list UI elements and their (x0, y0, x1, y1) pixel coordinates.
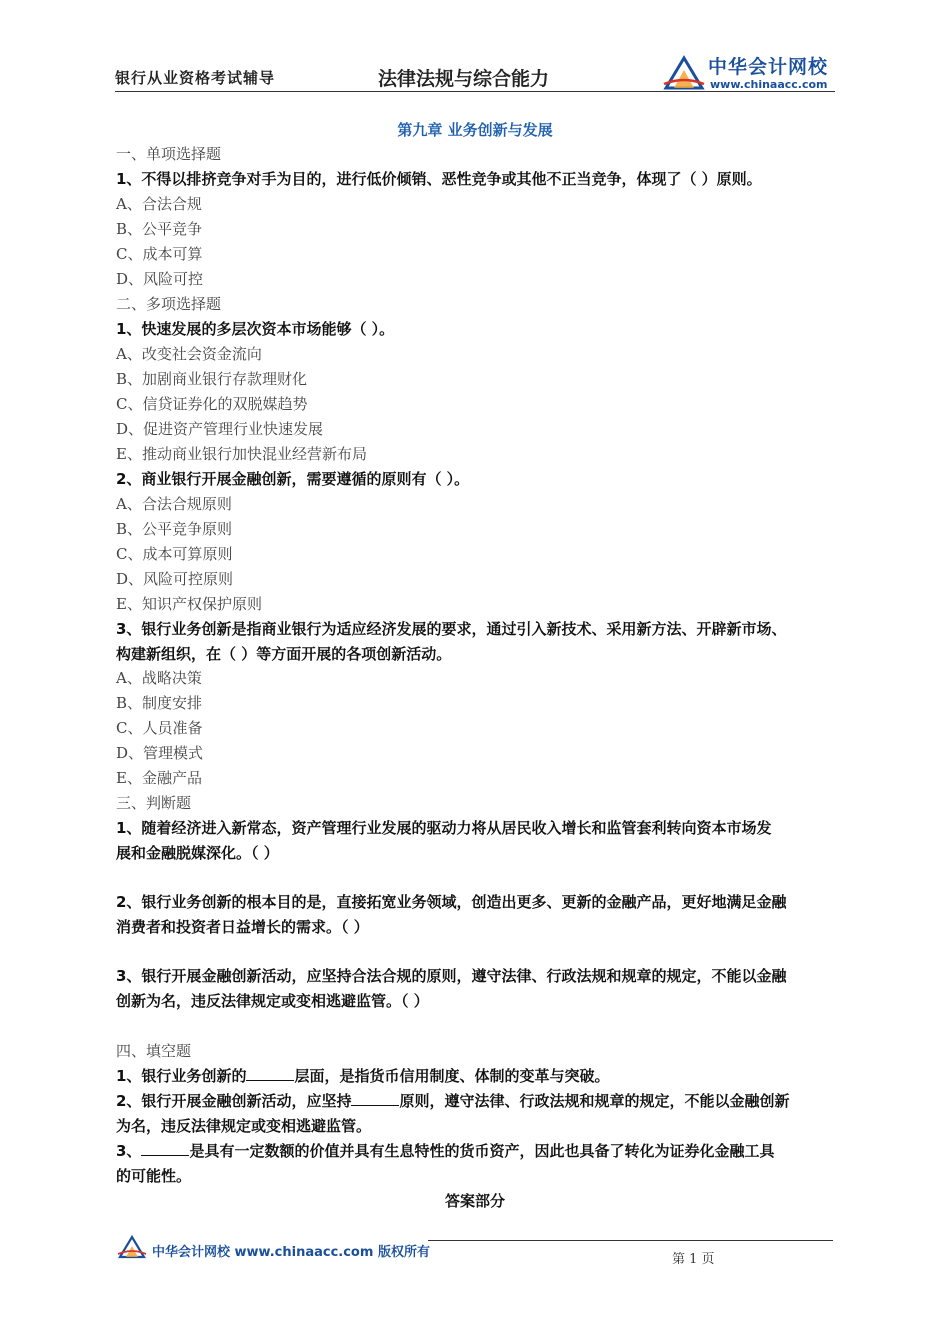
option-item: E、推动商业银行加快混业经营新布局 (116, 445, 367, 463)
option-item: B、制度安排 (116, 694, 203, 712)
answer-section-heading: 答案部分 (444, 1192, 505, 1210)
question-text: 1、不得以排挤竞争对手为目的，进行低价倾销、恶性竞争或其他不正当竞争，体现了（ ）原则。 (116, 170, 762, 188)
section-heading: 三、判断题 (116, 794, 192, 812)
fill-question-3 (116, 1139, 774, 1164)
question-text: 创新为名，违反法律规定或变相逃避监管。（ ） (116, 992, 429, 1010)
question-text: 构建新组织，在（ ）等方面开展的各项创新活动。 (116, 645, 452, 663)
answer-blank (246, 1066, 294, 1081)
question-text: 2、商业银行开展金融创新，需要遵循的原则有（ ）。 (116, 470, 470, 488)
option-item: A、改变社会资金流向 (116, 345, 262, 363)
logo-brand-name: 中华会计网校 (708, 56, 829, 78)
option-item: D、促进资产管理行业快速发展 (116, 420, 324, 438)
question-text: 1、随着经济进入新常态，资产管理行业发展的驱动力将从居民收入增长和监管套利转向资本市场发 (116, 819, 772, 837)
option-item: C、人员准备 (116, 719, 203, 737)
header-left-title: 银行从业资格考试辅导 (115, 69, 276, 87)
question-text: 3、银行开展金融创新活动，应坚持合法合规的原则，遵守法律、行政法规和规章的规定，不能以金融 (116, 967, 787, 985)
option-item: A、合法合规原则 (116, 495, 232, 513)
logo-triangle-icon (662, 54, 706, 92)
fill-text: 1、银行业务创新的 (116, 1067, 247, 1085)
fill-question-3-cont: 的可能性。 (116, 1167, 192, 1185)
question-text: 2、银行业务创新的根本目的是，直接拓宽业务领域，创造出更多、更新的金融产品，更好地满足金融 (116, 893, 787, 911)
footer-logo-icon (117, 1234, 147, 1260)
question-text: 消费者和投资者日益增长的需求。（ ） (116, 918, 369, 936)
option-item: C、成本可算原则 (116, 545, 233, 563)
answer-blank (141, 1141, 189, 1156)
section-heading: 四、填空题 (116, 1042, 192, 1060)
question-text: 1、快速发展的多层次资本市场能够（ ）。 (116, 320, 395, 338)
option-item: B、公平竞争 (116, 220, 203, 238)
fill-question-2 (116, 1089, 789, 1114)
option-item: A、战略决策 (116, 669, 202, 687)
fill-text: 是具有一定数额的价值并具有生息特性的货币资产，因此也具备了转化为证券化金融工具 (189, 1142, 775, 1160)
logo-brand-url: www.chinaacc.com (710, 78, 828, 91)
footer-divider (428, 1240, 833, 1241)
question-text: 3、银行业务创新是指商业银行为适应经济发展的要求，通过引入新技术、采用新方法、开辟新市场、 (116, 620, 787, 638)
option-item: E、知识产权保护原则 (116, 595, 262, 613)
answer-blank (351, 1091, 399, 1106)
page-number: 第 1 页 (672, 1252, 715, 1267)
header-subject-title: 法律法规与综合能力 (378, 68, 550, 90)
option-item: C、成本可算 (116, 245, 203, 263)
fill-question-1 (116, 1064, 609, 1089)
option-item: D、风险可控原则 (116, 570, 234, 588)
fill-text: 2、银行开展金融创新活动，应坚持 (116, 1092, 352, 1110)
fill-text: 3、 (116, 1142, 142, 1160)
option-item: E、金融产品 (116, 769, 202, 787)
section-heading: 一、单项选择题 (116, 145, 222, 163)
section-heading: 二、多项选择题 (116, 295, 222, 313)
header-divider (115, 91, 835, 92)
option-item: C、信贷证券化的双脱媒趋势 (116, 395, 308, 413)
fill-text: 层面，是指货币信用制度、体制的变革与突破。 (294, 1067, 610, 1085)
fill-text: 原则，遵守法律、行政法规和规章的规定，不能以金融创新 (399, 1092, 790, 1110)
chapter-title: 第九章 业务创新与发展 (397, 121, 553, 139)
fill-question-2-cont: 为名，违反法律规定或变相逃避监管。 (116, 1117, 372, 1135)
option-item: D、管理模式 (116, 744, 204, 762)
option-item: B、公平竞争原则 (116, 520, 233, 538)
option-item: B、加剧商业银行存款理财化 (116, 370, 308, 388)
option-item: A、合法合规 (116, 195, 202, 213)
footer-copyright[interactable]: 中华会计网校 www.chinaacc.com 版权所有 (152, 1245, 430, 1260)
option-item: D、风险可控 (116, 270, 204, 288)
question-text: 展和金融脱媒深化。（ ） (116, 844, 279, 862)
